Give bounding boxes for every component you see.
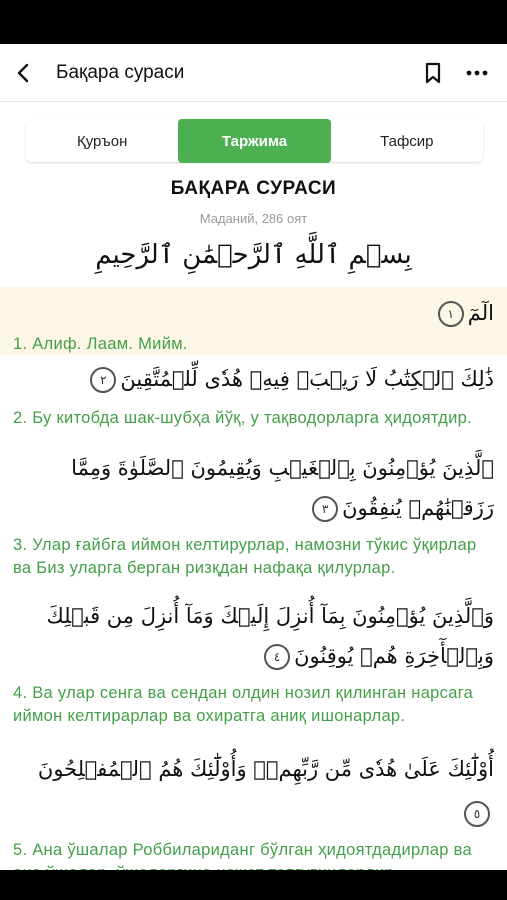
tab-quran[interactable]: Қуръон: [26, 120, 178, 162]
app-header: [0, 44, 507, 102]
surah-title: БАҚАРА СУРАСИ: [170, 178, 337, 199]
ayah-number-marker: ٤: [264, 644, 290, 670]
ayah-1[interactable]: [0, 287, 507, 355]
ayah-translation: 4. Ва улар сенга ва сендан олдин нозил қилинган нарсага иймон келтирарлар ва охиратга аниқ ишонарлар.: [13, 684, 474, 725]
ayah-number-marker: ٢: [90, 367, 116, 393]
ayah-arabic-text: أُوْلَٰٓئِكَ عَلَىٰ هُدٗى مِّن رَّبِّهِمۡۖ وَأُوْلَٰٓئِكَ هُمُ ٱلۡمُفۡلِحُونَ: [37, 757, 494, 781]
tab-tafsir[interactable]: Тафсир: [331, 120, 483, 162]
ayah-arabic: [13, 596, 494, 676]
page-title: Бақара сураси: [56, 61, 185, 83]
ayah-arabic-text: الٓمٓ: [467, 301, 494, 325]
ayah-2[interactable]: [0, 355, 507, 430]
back-button[interactable]: [4, 53, 44, 93]
more-horizontal-icon: [466, 69, 488, 77]
app-screen: [0, 44, 507, 870]
surah-meta: Маданий, 286 оят: [199, 211, 308, 226]
tab-translation[interactable]: Таржима: [178, 119, 330, 163]
home-indicator-area: [0, 870, 507, 900]
ayah-translation: 2. Бу китобда шак-шубҳа йўқ, у тақводорларга ҳидоятдир.: [13, 409, 472, 427]
ayah-arabic: [13, 291, 494, 335]
ayah-translation: 3. Улар ғайбга иймон келтирурлар, намозни тўкис ўқирлар ва Биз уларга берган ризқдан нафақа қилурлар.: [13, 536, 477, 577]
more-button[interactable]: [455, 53, 499, 93]
status-bar: [0, 0, 507, 44]
ayah-4[interactable]: [0, 596, 507, 728]
ayah-arabic-text: وَٱلَّذِينَ يُؤۡمِنُونَ بِمَآ أُنزِلَ إِلَيۡكَ وَمَآ أُنزِلَ مِن قَبۡلِكَ وَبِٱلۡأٓخِرَةِ هُمۡ يُوقِنُونَ: [46, 604, 494, 668]
basmala: بِسۡمِ ٱللَّهِ ٱلرَّحۡمَٰنِ ٱلرَّحِيمِ: [95, 240, 412, 270]
ayah-number-marker: ٥: [464, 801, 490, 827]
bookmark-icon: [423, 62, 443, 84]
ayah-arabic: [13, 448, 494, 528]
content-tabs: [26, 120, 483, 162]
ayah-arabic: [13, 747, 494, 835]
ayah-translation: 1. Алиф. Лаам. Мийм.: [13, 335, 188, 353]
ayah-translation: 5. Ана ўшалар Роббилариданг бўлган ҳидоятдадирлар ва: [13, 841, 472, 859]
ayah-arabic: [13, 357, 494, 401]
bookmark-button[interactable]: [411, 53, 455, 93]
ayah-5[interactable]: [0, 747, 507, 885]
chevron-left-icon: [13, 62, 35, 84]
ayah-3[interactable]: [0, 448, 507, 580]
ayah-number-marker: ٣: [312, 496, 338, 522]
ayah-number-marker: ١: [438, 301, 464, 327]
ayah-arabic-text: ٱلَّذِينَ يُؤۡمِنُونَ بِٱلۡغَيۡبِ وَيُقِيمُونَ ٱلصَّلَوٰةَ وَمِمَّا رَزَقۡنَٰهُمۡ يُنفِقُونَ: [71, 456, 494, 520]
ayah-arabic-text: ذَٰلِكَ ٱلۡكِتَٰبُ لَا رَيۡبَۛ فِيهِۛ هُدٗى لِّلۡمُتَّقِينَ: [120, 367, 494, 391]
